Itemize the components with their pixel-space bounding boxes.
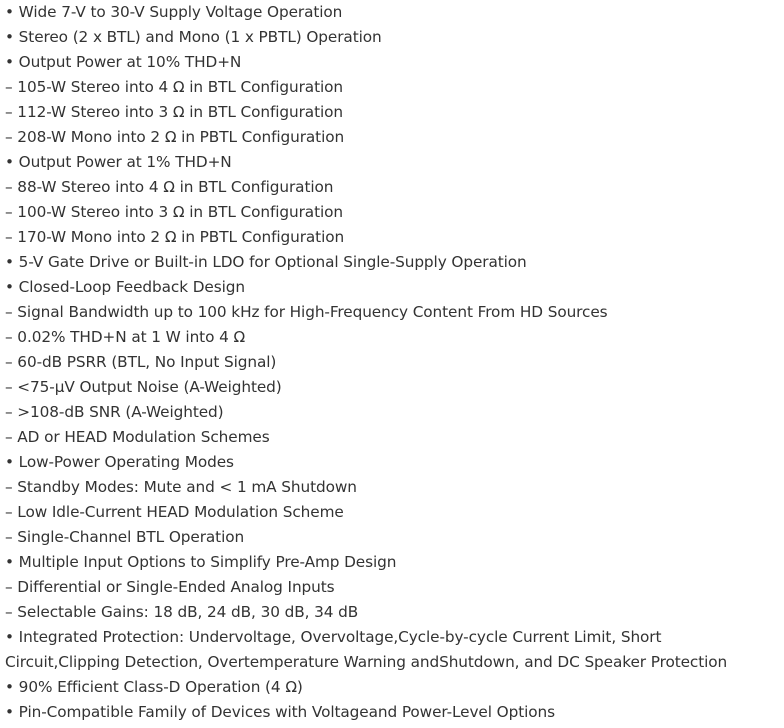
feature-item: – 112-W Stereo into 3 Ω in BTL Configuration bbox=[5, 103, 343, 121]
feature-item: – 88-W Stereo into 4 Ω in BTL Configuration bbox=[5, 178, 334, 196]
feature-item: • Low-Power Operating Modes bbox=[5, 453, 234, 471]
feature-item: • Multiple Input Options to Simplify Pre-Amp Design bbox=[5, 553, 397, 571]
feature-item: • 90% Efficient Class-D Operation (4 Ω) bbox=[5, 678, 303, 696]
feature-item: – AD or HEAD Modulation Schemes bbox=[5, 428, 270, 446]
feature-item: • Stereo (2 x BTL) and Mono (1 x PBTL) Operation bbox=[5, 28, 382, 46]
feature-item: • Integrated Protection: Undervoltage, Overvoltage,Cycle-by-cycle Current Limit, Short Circuit,Clipping Detection, Overtemperature Warning andShutdown, and DC Speaker Protection bbox=[5, 628, 728, 671]
feature-item: – Low Idle-Current HEAD Modulation Scheme bbox=[5, 503, 344, 521]
feature-item: • Output Power at 10% THD+N bbox=[5, 53, 242, 71]
feature-item: – 100-W Stereo into 3 Ω in BTL Configuration bbox=[5, 203, 343, 221]
feature-item: – 170-W Mono into 2 Ω in PBTL Configuration bbox=[5, 228, 345, 246]
feature-item: – >108-dB SNR (A-Weighted) bbox=[5, 403, 224, 421]
feature-item: – 0.02% THD+N at 1 W into 4 Ω bbox=[5, 328, 246, 346]
feature-item: – 105-W Stereo into 4 Ω in BTL Configuration bbox=[5, 78, 343, 96]
feature-item: – <75-μV Output Noise (A-Weighted) bbox=[5, 378, 282, 396]
feature-item: • Closed-Loop Feedback Design bbox=[5, 278, 245, 296]
feature-item: – Selectable Gains: 18 dB, 24 dB, 30 dB, 34 dB bbox=[5, 603, 359, 621]
feature-item: – Signal Bandwidth up to 100 kHz for High-Frequency Content From HD Sources bbox=[5, 303, 608, 321]
feature-item: – Standby Modes: Mute and < 1 mA Shutdown bbox=[5, 478, 357, 496]
feature-item: – 208-W Mono into 2 Ω in PBTL Configuration bbox=[5, 128, 345, 146]
feature-item: • Pin-Compatible Family of Devices with Voltageand Power-Level Options bbox=[5, 703, 555, 721]
feature-item: • Wide 7-V to 30-V Supply Voltage Operation bbox=[5, 3, 343, 21]
feature-item: • 5-V Gate Drive or Built-in LDO for Optional Single-Supply Operation bbox=[5, 253, 527, 271]
feature-item: – Differential or Single-Ended Analog Inputs bbox=[5, 578, 335, 596]
feature-item: – 60-dB PSRR (BTL, No Input Signal) bbox=[5, 353, 277, 371]
feature-item: • Output Power at 1% THD+N bbox=[5, 153, 232, 171]
feature-item: – Single-Channel BTL Operation bbox=[5, 528, 245, 546]
